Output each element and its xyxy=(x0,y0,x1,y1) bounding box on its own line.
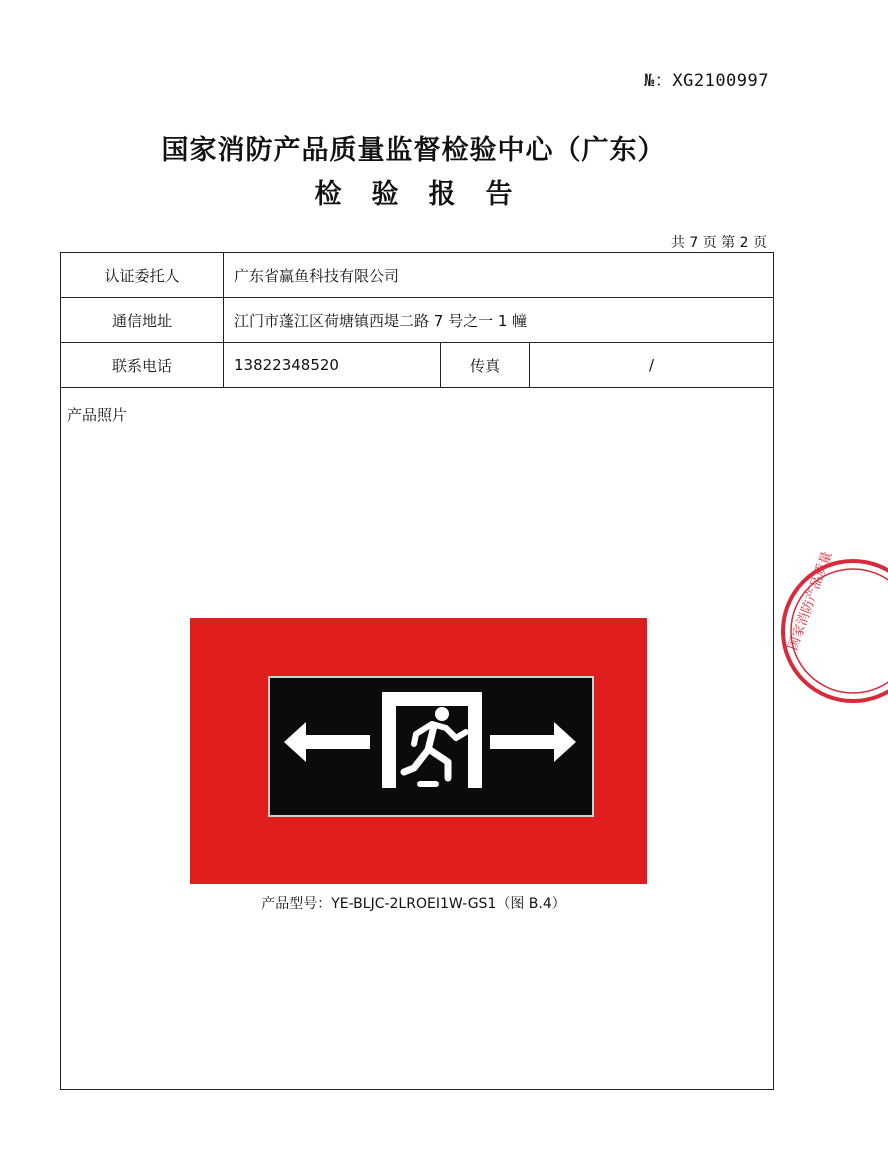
page-title: 国家消防产品质量监督检验中心（广东） xyxy=(161,135,666,166)
product-photo-label: 产品照片 xyxy=(67,406,128,424)
phone-value: 13822348520 xyxy=(224,343,441,388)
report-number: №：XG2100997 xyxy=(644,71,769,91)
table-row xyxy=(61,343,774,388)
fax-label: 传真 xyxy=(441,343,530,388)
running-man-icon xyxy=(404,707,466,784)
fax-value: / xyxy=(530,343,774,388)
page-subtitle: 检验报告 xyxy=(314,179,543,210)
right-arrow-icon xyxy=(490,722,576,762)
info-table xyxy=(60,252,774,388)
svg-text:国家消防产品质量: 国家消防产品质量 xyxy=(785,549,836,653)
exit-sign-panel xyxy=(268,676,594,817)
address-value: 江门市蓬江区荷塘镇西堤二路 7 号之一 1 幢 xyxy=(224,298,774,343)
left-arrow-icon xyxy=(284,722,370,762)
phone-label: 联系电话 xyxy=(61,343,224,388)
table-row xyxy=(61,253,774,298)
client-label: 认证委托人 xyxy=(61,253,224,298)
seal-stamp xyxy=(778,549,888,706)
table-row xyxy=(61,298,774,343)
page-indicator: 共 7 页 第 2 页 xyxy=(670,235,767,251)
address-label: 通信地址 xyxy=(61,298,224,343)
exit-sign-icon xyxy=(270,678,592,815)
product-caption: 产品型号：YE-BLJC-2LROEⅠ1W-GS1（图 B.4） xyxy=(261,896,566,912)
client-value: 广东省赢鱼科技有限公司 xyxy=(224,253,774,298)
